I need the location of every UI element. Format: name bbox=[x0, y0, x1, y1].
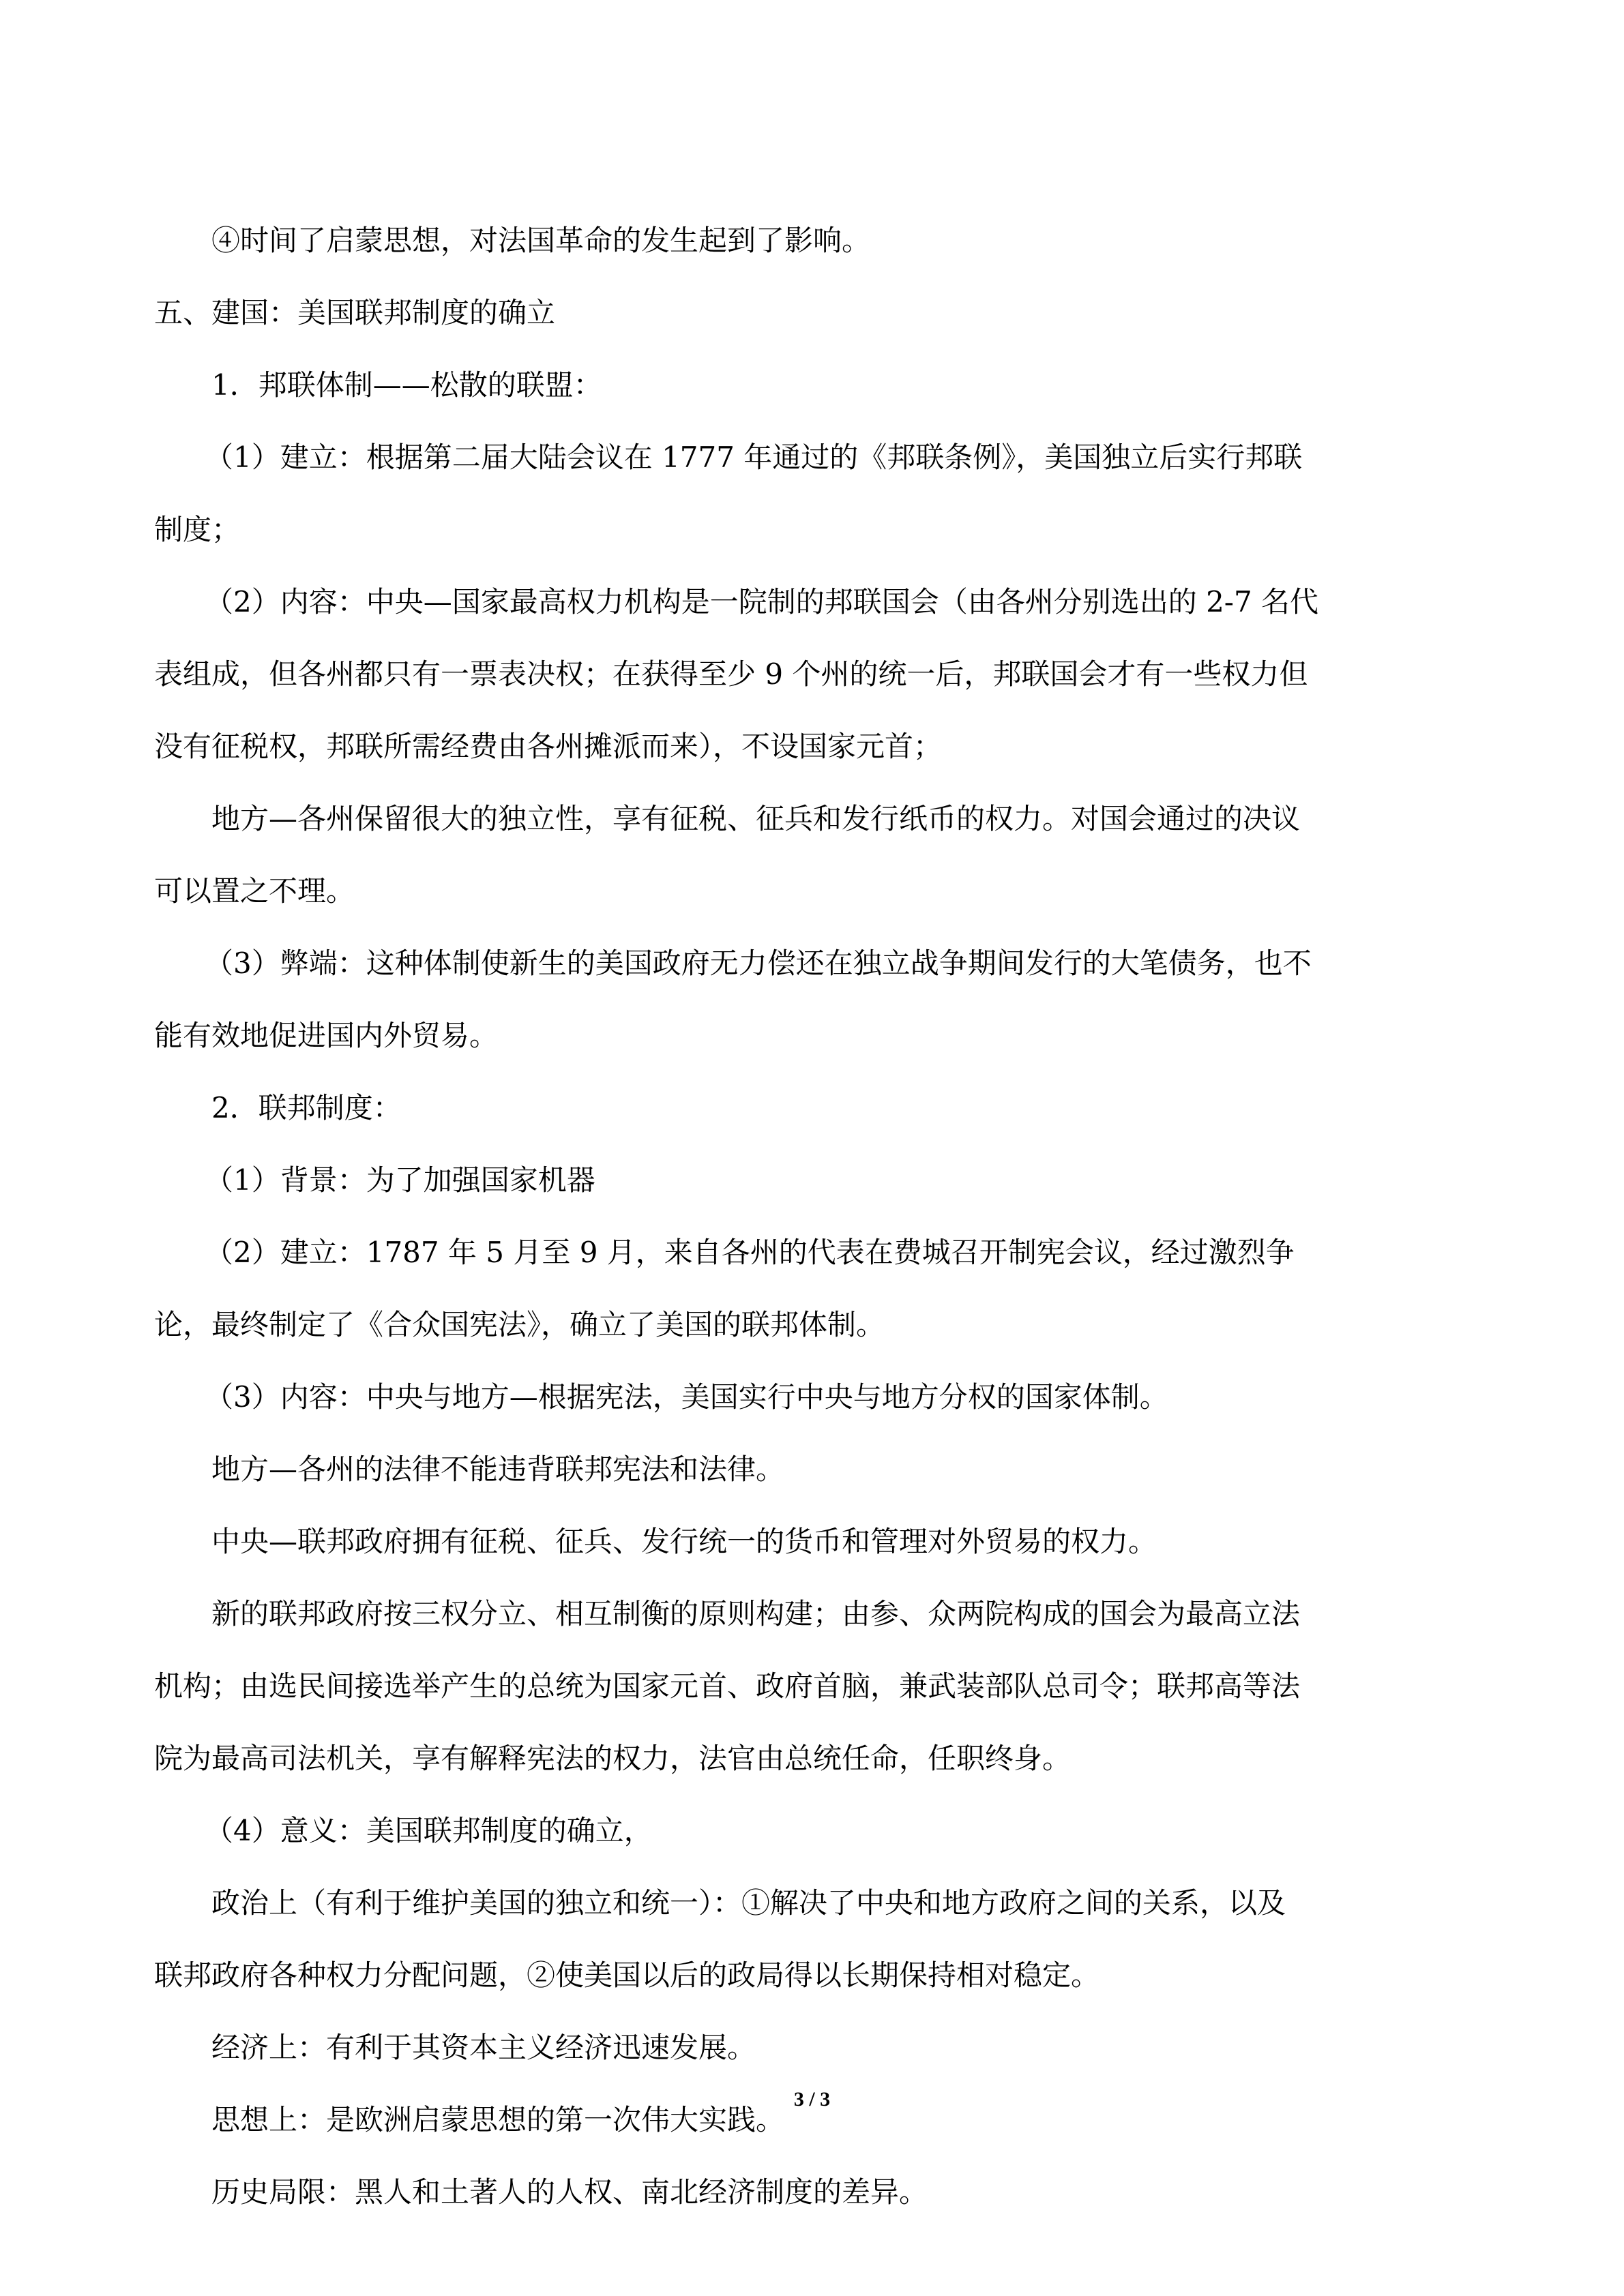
text-line: 地方—各州的法律不能违背联邦宪法和法律。 bbox=[211, 1452, 785, 1486]
text-line: （2）建立：1787 年 5 月至 9 月，来自各州的代表在费城召开制宪会议，经过激烈争 bbox=[205, 1236, 1295, 1269]
subsection-heading: 2．联邦制度： bbox=[211, 1091, 402, 1124]
text-line: （1）背景：为了加强国家机器 bbox=[205, 1163, 595, 1197]
text-line: 联邦政府各种权力分配问题，②使美国以后的政局得以长期保持相对稳定。 bbox=[154, 1958, 1100, 1992]
text-line: 思想上：是欧洲启蒙思想的第一次伟大实践。 bbox=[211, 2103, 785, 2136]
text-line: （3）内容：中央与地方—根据宪法，美国实行中央与地方分权的国家体制。 bbox=[205, 1380, 1168, 1414]
text-line: 能有效地促进国内外贸易。 bbox=[154, 1019, 499, 1052]
text-line: ④时间了启蒙思想，对法国革命的发生起到了影响。 bbox=[211, 224, 871, 257]
text-line: 院为最高司法机关，享有解释宪法的权力，法官由总统任命，任职终身。 bbox=[154, 1742, 1072, 1775]
section-heading: 五、建国：美国联邦制度的确立 bbox=[154, 296, 556, 329]
text-line: 经济上：有利于其资本主义经济迅速发展。 bbox=[211, 2031, 756, 2064]
text-line: 可以置之不理。 bbox=[154, 874, 355, 908]
text-line: 中央—联邦政府拥有征税、征兵、发行统一的货币和管理对外贸易的权力。 bbox=[211, 1525, 1157, 1558]
text-line: （4）意义：美国联邦制度的确立， bbox=[205, 1814, 653, 1847]
text-line: 表组成，但各州都只有一票表决权；在获得至少 9 个州的统一后，邦联国会才有一些权力但 bbox=[154, 657, 1308, 691]
subsection-heading: 1．邦联体制——松散的联盟： bbox=[211, 368, 602, 402]
text-line: （1）建立：根据第二届大陆会议在 1777 年通过的《邦联条例》，美国独立后实行邦联 bbox=[205, 441, 1303, 474]
text-line: 论，最终制定了《合众国宪法》，确立了美国的联邦体制。 bbox=[154, 1308, 885, 1341]
text-line: 新的联邦政府按三权分立、相互制衡的原则构建；由参、众两院构成的国会为最高立法 bbox=[211, 1597, 1301, 1630]
text-line: 政治上（有利于维护美国的独立和统一）：①解决了中央和地方政府之间的关系，以及 bbox=[211, 1886, 1286, 1920]
document-body bbox=[154, 205, 1477, 2228]
text-line: （2）内容：中央—国家最高权力机构是一院制的邦联国会（由各州分别选出的 2-7 名代 bbox=[205, 585, 1319, 618]
text-line: 历史局限：黑人和土著人的人权、南北经济制度的差异。 bbox=[211, 2175, 928, 2209]
text-line: 没有征税权，邦联所需经费由各州摊派而来），不设国家元首； bbox=[154, 730, 943, 763]
text-line: 制度； bbox=[154, 513, 241, 546]
text-line: 机构；由选民间接选举产生的总统为国家元首、政府首脑，兼武装部队总司令；联邦高等法 bbox=[154, 1669, 1301, 1703]
text-line: 地方—各州保留很大的独立性，享有征税、征兵和发行纸币的权力。对国会通过的决议 bbox=[211, 802, 1301, 835]
text-line: （3）弊端：这种体制使新生的美国政府无力偿还在独立战争期间发行的大笔债务，也不 bbox=[205, 946, 1312, 980]
page-number: 3 / 3 bbox=[793, 2088, 831, 2111]
